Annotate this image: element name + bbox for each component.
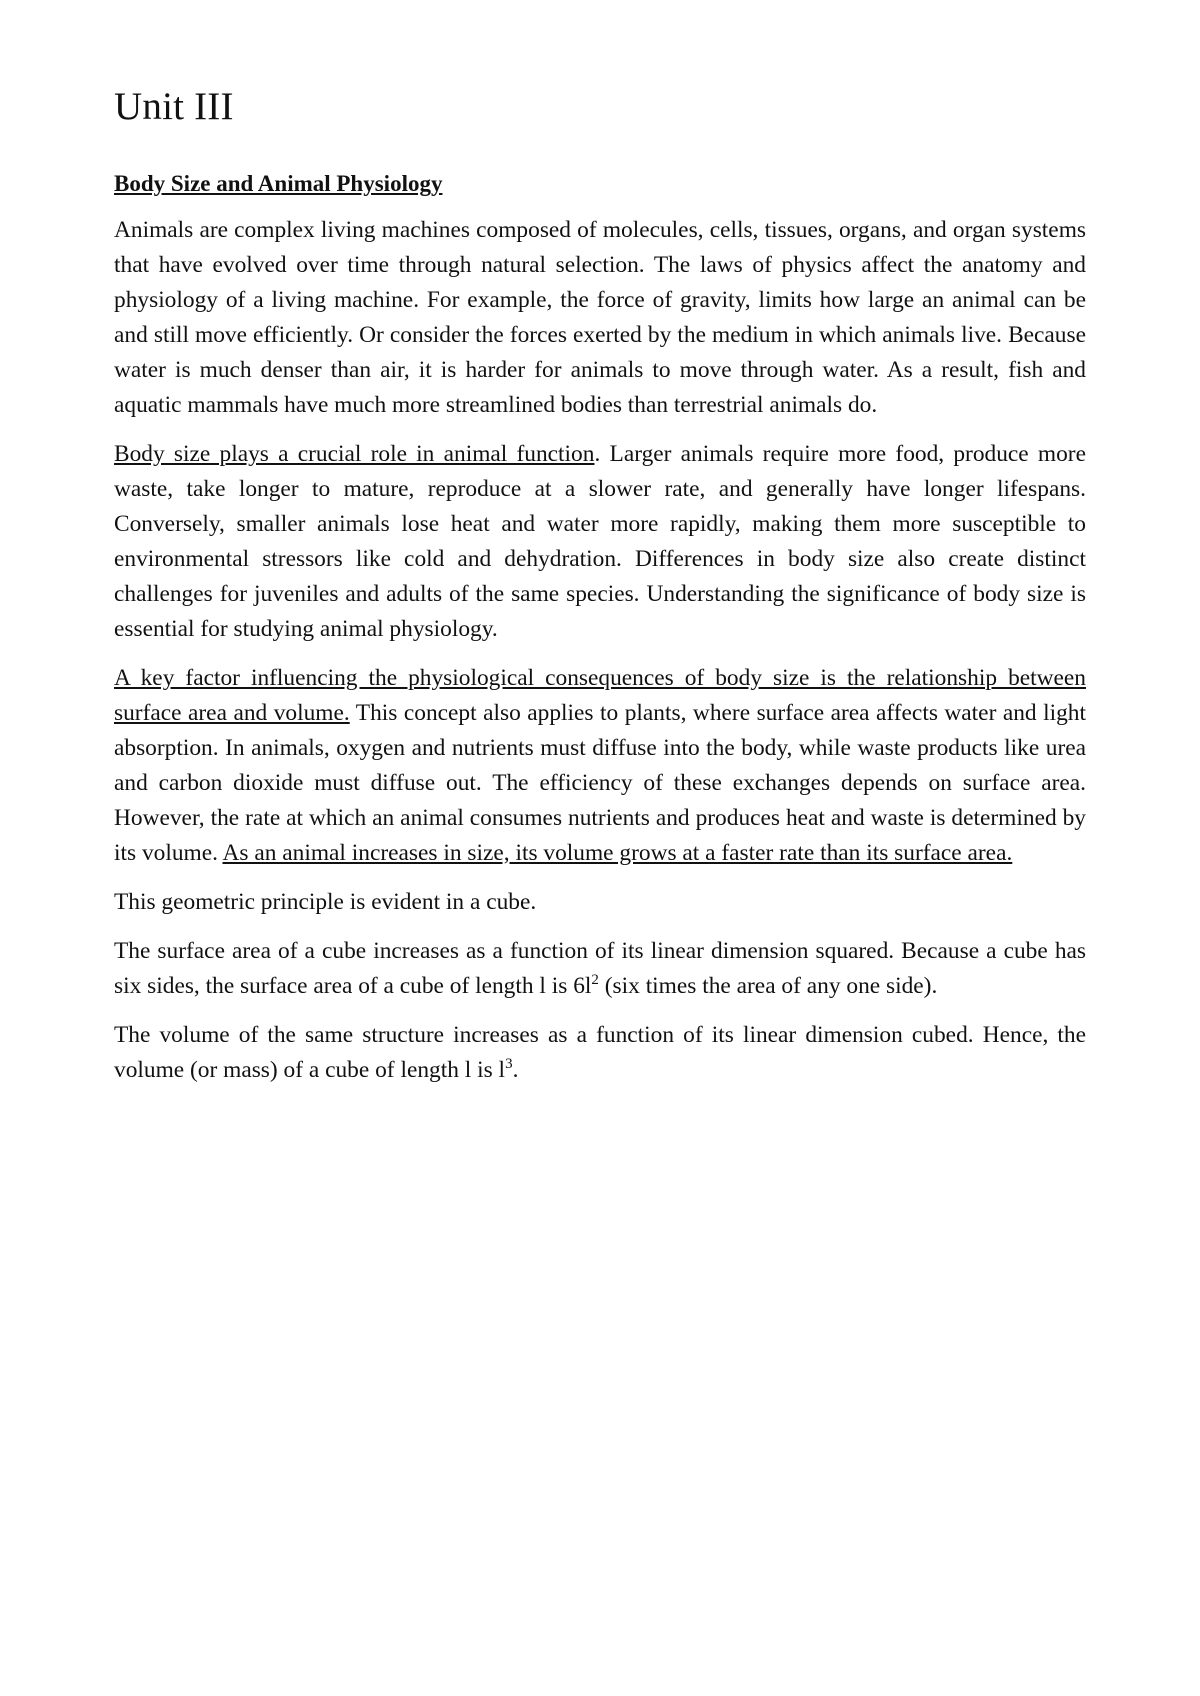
paragraph-volume-cube [114,1018,1086,1088]
paragraph-body-size [114,437,1086,647]
paragraph-text: The surface area of a cube increases as a function of its linear dimension squared. Because a cube has six sides, the surface area of a cube of length l is 6l [114,937,1086,999]
paragraph-text: This concept also applies to plants, where surface area affects water and light absorption. In animals, oxygen and nutrients must diffuse into the body, while waste products like urea and carbon dioxide must diffuse out. The efficiency of these exchanges depends on surface area. However, the rate at which an animal consumes nutrients and produces heat and waste is determined by its volume. [114,699,1087,866]
document-page [114,86,1086,1102]
paragraph-text: . [512,1056,519,1083]
paragraph-geometric-principle: This geometric principle is evident in a cube. [114,888,537,915]
underlined-phrase: Body size plays a crucial role in animal function [114,440,595,467]
paragraph-text: . Larger animals require more food, produce more waste, take longer to mature, reproduce at a slower rate, and generally have longer lifespans. Conversely, smaller animals lose heat and water more rapidly, making them more susceptible to environmental stressors like cold and dehydration. Differences in body size also create distinct challenges for juveniles and adults of the same species. Understanding the significance of body size is essential for studying animal physiology. [114,440,1086,642]
unit-title: Unit III [114,85,234,128]
underlined-phrase: A key factor influencing the physiological consequences of body size is the relationship between surface area and volume. [114,664,1086,726]
paragraph-surface-volume [114,661,1086,871]
paragraph-surface-area-cube [114,934,1086,1004]
paragraph-intro: Animals are complex living machines composed of molecules, cells, tissues, organs, and organ systems that have evolved over time through natural selection. The laws of physics affect the anatomy and physiology of a living machine. For example, the force of gravity, limits how large an animal can be and still move efficiently. Or consider the forces exerted by the medium in which animals live. Because water is much denser than air, it is harder for animals to move through water. As a result, fish and aquatic mammals have much more streamlined bodies than terrestrial animals do. [114,216,1086,418]
superscript: 2 [591,971,599,988]
underlined-phrase: As an animal increases in size, its volume grows at a faster rate than its surface area. [222,839,1013,866]
paragraph-text: (six times the area of any one side). [598,972,938,999]
superscript: 3 [505,1055,513,1072]
section-heading: Body Size and Animal Physiology [114,170,443,196]
paragraph-text: The volume of the same structure increases as a function of its linear dimension cubed. Hence, the volume (or mass) of a cube of length l is l [114,1021,1086,1083]
